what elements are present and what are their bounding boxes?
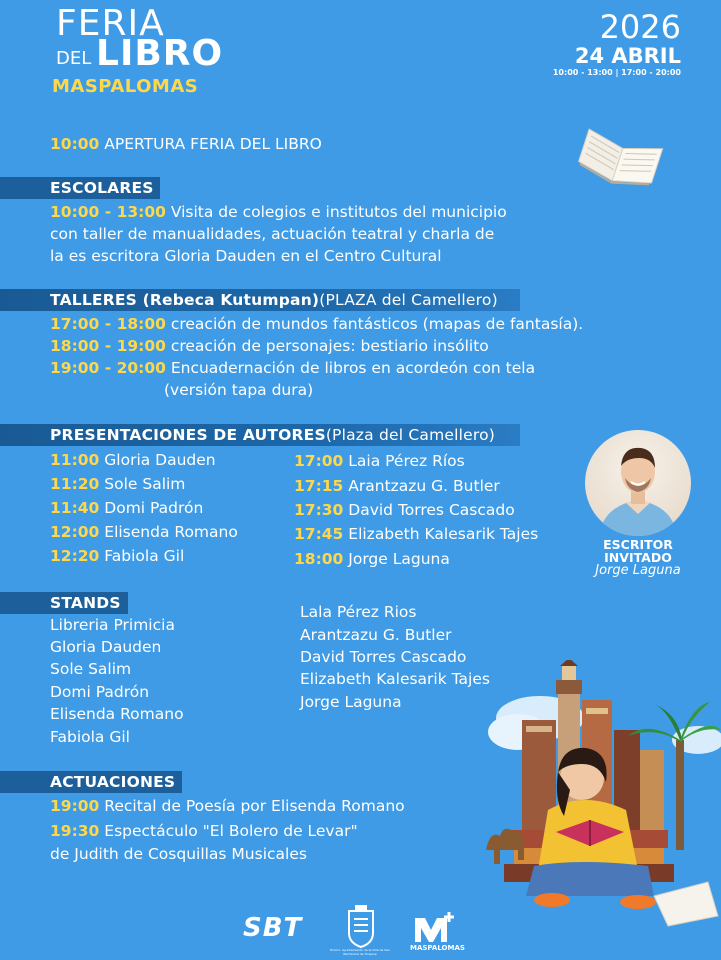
actuacion-time: 19:30 [50,822,100,840]
presentacion-item [50,521,238,543]
event-date: 24 ABRIL [574,44,681,68]
apertura-time: 10:00 [50,135,100,153]
open-book-illustration [572,120,668,194]
section-escolares [0,177,160,199]
presentacion-name: Arantzazu G. Butler [343,477,500,495]
talleres-item [50,335,489,357]
title-feria: FERIA [56,3,165,44]
talleres-item-text: creación de mundos fantásticos (mapas de fantasía). [165,315,584,333]
crest-caption: Excmo. Ayuntamiento de la Villa de San Bartolomé de Tirajana [330,948,390,956]
escolares-text-1: Visita de colegios e institutos del municipio [165,203,507,221]
presentacion-name: Sole Salim [99,475,186,493]
escolares-time: 10:00 - 13:00 [50,203,166,221]
apertura-text: APERTURA FERIA DEL LIBRO [99,135,322,153]
stand-item: Fabiola Gil [50,728,130,746]
presentacion-item [294,450,465,472]
stand-item: David Torres Cascado [300,648,467,666]
presentacion-name: Elizabeth Kalesarik Tajes [343,525,539,543]
talleres-item-text: creación de personajes: bestiario insólito [165,337,489,355]
actuacion-text: Espectáculo "El Bolero de Levar" [99,822,358,840]
title-del: DEL [56,48,92,69]
section-presentaciones [0,424,520,446]
escritor-label-1: ESCRITOR [603,537,673,552]
presentacion-time: 18:00 [294,550,344,568]
event-hours: 10:00 - 13:00 | 17:00 - 20:00 [552,68,681,77]
presentacion-item [50,473,185,495]
actuacion-text: Recital de Poesía por Elisenda Romano [99,797,405,815]
presentaciones-location: (Plaza del Camellero) [325,426,496,444]
presentacion-time: 17:15 [294,477,344,495]
stand-item: Gloria Dauden [50,638,162,656]
talleres-item-time: 17:00 - 18:00 [50,315,166,333]
presentacion-time: 17:30 [294,501,344,519]
presentacion-time: 11:20 [50,475,100,493]
presentacion-item [294,499,515,521]
presentacion-time: 17:00 [294,452,344,470]
escolares-line-3: la es escritora Gloria Dauden en el Centro Cultural [50,247,442,265]
stand-item: Lala Pérez Rios [300,603,417,621]
author-portrait-illustration [585,430,691,536]
actuacion-item [50,820,358,842]
section-actuaciones [0,771,182,793]
title-libro: LIBRO [96,33,224,74]
reading-girl-illustration [478,660,721,930]
section-stands [0,592,128,614]
presentacion-time: 17:45 [294,525,344,543]
stand-item: Jorge Laguna [300,693,402,711]
actuacion-item [50,795,405,817]
actuacion-time: 19:00 [50,797,100,815]
escritor-label [588,538,688,564]
talleres-item-time: 18:00 - 19:00 [50,337,166,355]
talleres-item [50,357,535,379]
presentacion-item [294,475,500,497]
escritor-name: Jorge Laguna [595,563,681,578]
author-portrait [585,430,691,536]
stand-item: Elisenda Romano [50,705,184,723]
actuacion-continuation: de Judith de Cosquillas Musicales [50,845,307,863]
maspalomas-logo-icon [413,912,455,944]
presentacion-name: Elisenda Romano [99,523,238,541]
presentacion-name: Jorge Laguna [343,550,450,568]
talleres-continuation: (versión tapa dura) [164,381,314,399]
presentacion-item [50,497,203,519]
escolares-line-1 [50,201,507,223]
stand-item: Arantzazu G. Butler [300,626,452,644]
talleres-heading: TALLERES (Rebeca Kutumpan) [50,291,320,309]
presentacion-time: 11:00 [50,451,100,469]
sbt-logo: SBT [243,913,303,943]
presentacion-time: 12:00 [50,523,100,541]
stand-item: Elizabeth Kalesarik Tajes [300,670,490,688]
presentacion-item [294,548,450,570]
presentacion-name: Gloria Dauden [99,451,216,469]
presentacion-name: David Torres Cascado [343,501,515,519]
presentacion-item [50,449,216,471]
presentacion-time: 11:40 [50,499,100,517]
stand-item: Sole Salim [50,660,132,678]
stand-item: Libreria Primicia [50,616,175,634]
presentacion-item [50,545,184,567]
presentacion-item [294,523,538,545]
apertura-line [50,133,322,155]
talleres-item [50,313,583,335]
presentacion-name: Laia Pérez Ríos [343,452,465,470]
talleres-item-time: 19:00 - 20:00 [50,359,166,377]
section-talleres [0,289,520,311]
presentacion-time: 12:20 [50,547,100,565]
actuaciones-heading: ACTUACIONES [50,773,176,791]
presentacion-name: Fabiola Gil [99,547,185,565]
escritor-label-2: INVITADO [604,550,672,565]
municipal-crest-icon [345,903,377,949]
escolares-heading: ESCOLARES [50,179,154,197]
presentaciones-heading: PRESENTACIONES DE AUTORES [50,426,326,444]
escolares-line-2: con taller de manualidades, actuación teatral y charla de [50,225,495,243]
talleres-item-text: Encuadernación de libros en acordeón con tela [165,359,536,377]
title-maspalomas: MASPALOMAS [52,76,199,97]
event-year: 2026 [599,8,681,46]
talleres-location: (PLAZA del Camellero) [319,291,498,309]
presentacion-name: Domi Padrón [99,499,204,517]
maspalomas-logo-text: MASPALOMAS [410,944,465,952]
stand-item: Domi Padrón [50,683,150,701]
stands-heading: STANDS [50,594,121,612]
